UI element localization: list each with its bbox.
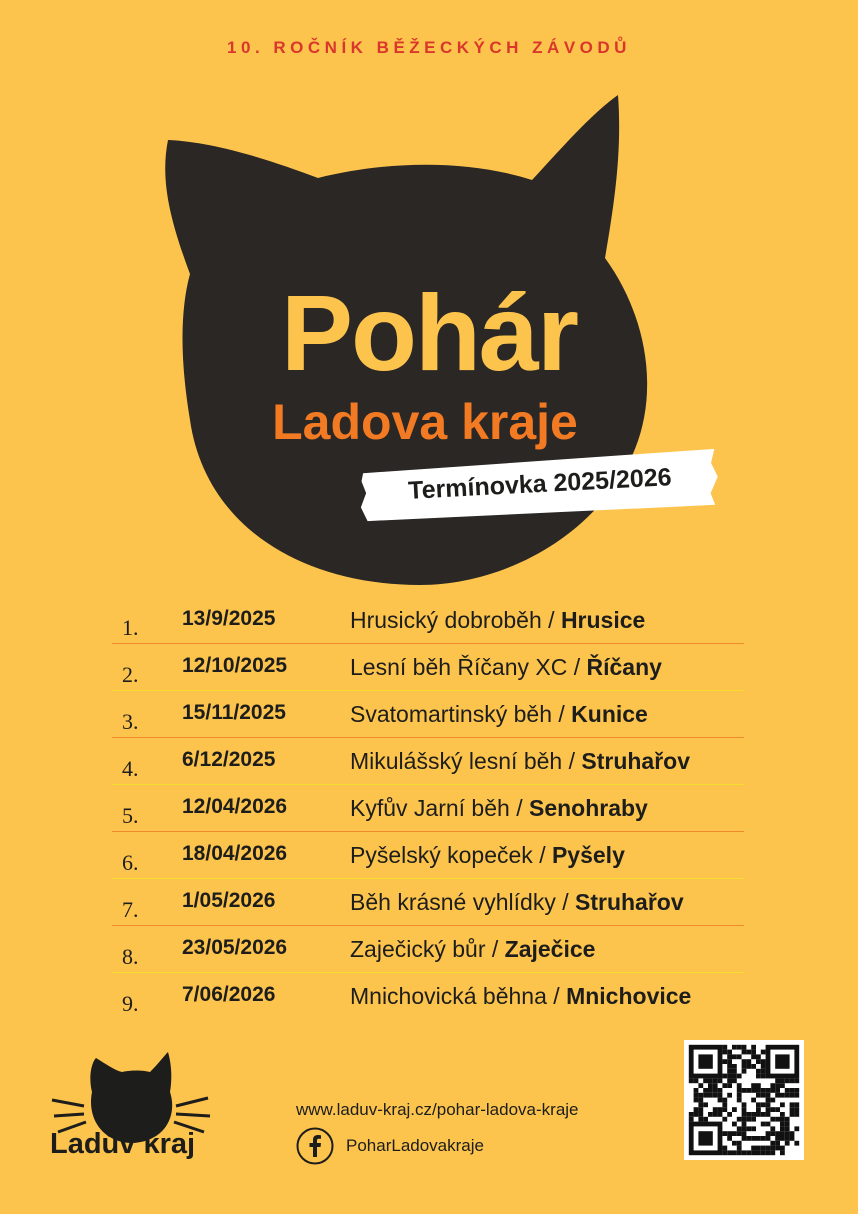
- schedule-row: [112, 644, 744, 691]
- race-number: 9.: [122, 991, 139, 1016]
- race-title: Hrusický dobroběh /: [350, 607, 561, 633]
- schedule-row: [112, 832, 744, 879]
- race-location: Zaječice: [504, 936, 596, 962]
- race-name: [350, 607, 645, 634]
- race-number: 2.: [122, 662, 139, 687]
- race-location: Pyšely: [551, 842, 625, 868]
- logo-text: Ladův kraj: [50, 1128, 196, 1160]
- race-date: 6/12/2025: [182, 748, 276, 771]
- schedule-row: [112, 691, 744, 738]
- race-schedule: [112, 597, 744, 1019]
- schedule-row: [112, 597, 744, 644]
- facebook-icon[interactable]: [296, 1127, 334, 1165]
- race-name: [350, 748, 690, 775]
- title-main: Pohár: [280, 272, 578, 393]
- race-title: Mnichovická běhna /: [350, 983, 567, 1009]
- race-number: 5.: [122, 803, 139, 828]
- race-title: Svatomartinský běh /: [350, 701, 572, 727]
- website-link[interactable]: www.laduv-kraj.cz/pohar-ladova-kraje: [296, 1100, 579, 1119]
- race-title: Pyšelský kopeček /: [350, 842, 552, 868]
- race-date: 13/9/2025: [182, 607, 276, 630]
- schedule-row: [112, 785, 744, 832]
- race-name: [350, 842, 625, 869]
- facebook-page-label[interactable]: PoharLadovakraje: [346, 1136, 484, 1155]
- race-name: [350, 795, 648, 822]
- race-date: 12/10/2025: [182, 654, 288, 677]
- race-number: 3.: [122, 709, 139, 734]
- race-number: 1.: [122, 615, 139, 640]
- schedule-row: [112, 973, 744, 1019]
- title-sub: Ladova kraje: [272, 394, 578, 450]
- race-title: Zaječický bůr /: [350, 936, 505, 962]
- race-name: [350, 654, 662, 681]
- race-location: Hrusice: [560, 607, 646, 633]
- race-date: 15/11/2025: [182, 701, 286, 724]
- race-location: Mnichovice: [566, 983, 692, 1009]
- race-title: Běh krásné vyhlídky /: [350, 889, 575, 915]
- race-title: Kyfův Jarní běh /: [350, 795, 529, 821]
- race-name: [350, 701, 648, 728]
- event-subtitle: 10. ROČNÍK BĚŽECKÝCH ZÁVODŮ: [227, 38, 631, 57]
- race-location: Říčany: [586, 654, 662, 680]
- race-location: Kunice: [571, 701, 648, 727]
- race-title: Mikulášský lesní běh /: [350, 748, 582, 774]
- race-date: 18/04/2026: [182, 842, 288, 865]
- race-number: 4.: [122, 756, 139, 781]
- term-badge-label: Termínovka 2025/2026: [407, 463, 673, 505]
- race-name: [350, 936, 595, 963]
- race-location: Struhařov: [581, 748, 691, 774]
- race-location: Senohraby: [528, 795, 648, 821]
- race-number: 7.: [122, 897, 139, 922]
- qr-code-icon: [684, 1040, 804, 1160]
- race-name: [350, 889, 684, 916]
- race-date: 7/06/2026: [182, 983, 276, 1006]
- schedule-row: [112, 926, 744, 973]
- race-name: [350, 983, 691, 1010]
- schedule-row: [112, 738, 744, 785]
- race-number: 6.: [122, 850, 139, 875]
- race-number: 8.: [122, 944, 139, 969]
- race-date: 1/05/2026: [182, 889, 276, 912]
- race-date: 23/05/2026: [182, 936, 288, 959]
- race-date: 12/04/2026: [182, 795, 288, 818]
- race-title: Lesní běh Říčany XC /: [350, 654, 587, 680]
- schedule-row: [112, 879, 744, 926]
- race-location: Struhařov: [575, 889, 684, 915]
